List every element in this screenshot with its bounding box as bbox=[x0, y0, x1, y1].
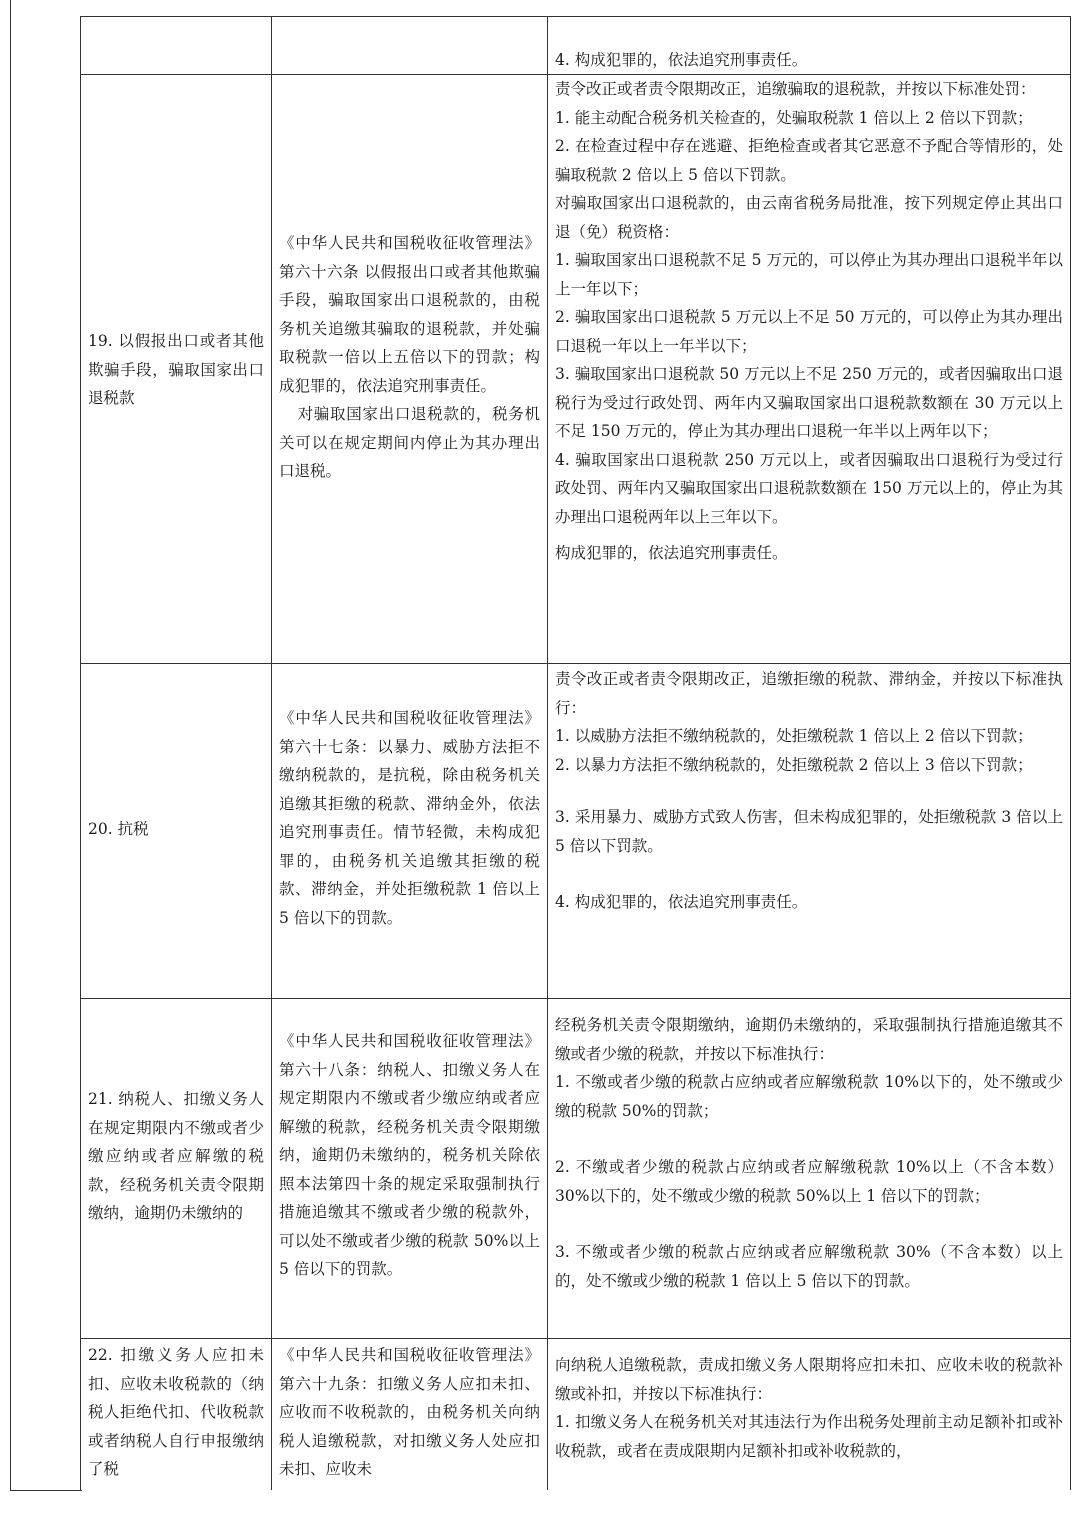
law-text: 《中华人民共和国税收征收管理法》第六十六条 以假报出口或者其他欺骗手段，骗取国家出口退税款的，由税务机关追缴其骗取的退税款，并处骗取税款一倍以上五倍以下的罚款；构成犯罪的，依法追究刑事责任。 bbox=[279, 234, 540, 395]
law-text: 《中华人民共和国税收征收管理法》第六十七条：以暴力、威胁方法拒不缴纳税款的，是抗税，除由税务机关追缴其拒缴的税款、滞纳金外，依法追究刑事责任。情节轻微，未构成犯罪的，由税务机关追缴其拒缴的税款、滞纳金，并处拒缴税款 1 倍以上 5 倍以下的罚款。 bbox=[279, 709, 540, 927]
standard-line: 3. 骗取国家出口退税款 50 万元以上不足 250 万元的，或者因骗取出口退税行为受过行政处罚、两年内又骗取国家出口退税款数额在 30 万元以上不足 150 万元的，停止为其办理出口退税一年半以上两年以下； bbox=[555, 365, 1063, 440]
standard-cell bbox=[547, 1339, 1071, 1490]
standard-line: 经税务机关责令限期缴纳，逾期仍未缴纳的，采取强制执行措施追缴其不缴或者少缴的税款，并按以下标准执行： bbox=[555, 1016, 1063, 1063]
standard-line: 2. 在检查过程中存在逃避、拒绝检查或者其它恶意不予配合等情形的，处骗取税款 2 倍以上 5 倍以下罚款。 bbox=[555, 137, 1063, 184]
standard-line: 构成犯罪的，依法追究刑事责任。 bbox=[555, 544, 788, 562]
standard-line: 1. 以威胁方法拒不缴纳税款的，处拒缴税款 1 倍以上 2 倍以下罚款； bbox=[555, 727, 1033, 745]
standard-line: 对骗取国家出口退税款的，由云南省税务局批准，按下列规定停止其出口退（免）税资格： bbox=[555, 194, 1063, 241]
law-cell bbox=[271, 75, 547, 663]
standard-line: 3. 不缴或者少缴的税款占应纳或者应解缴税款 30%（不含本数）以上的，处不缴或少缴的税款 1 倍以上 5 倍以下的罚款。 bbox=[555, 1243, 1063, 1290]
item-text: 19. 以假报出口或者其他欺骗手段，骗取国家出口退税款 bbox=[88, 332, 264, 407]
law-text: 对骗取国家出口退税款的，税务机关可以在规定期间内停止为其办理出口退税。 bbox=[279, 405, 540, 480]
item-cell bbox=[80, 664, 271, 998]
standard-cell bbox=[547, 999, 1071, 1338]
standard-line: 1. 能主动配合税务机关检查的，处骗取税款 1 倍以上 2 倍以下罚款； bbox=[555, 108, 1033, 127]
table-row bbox=[80, 663, 1071, 998]
law-cell bbox=[271, 1339, 547, 1490]
standard-line: 责令改正或者责令限期改正，追缴拒缴的税款、滞纳金，并按以下标准执行： bbox=[555, 670, 1063, 717]
law-text: 《中华人民共和国税收征收管理法》第六十八条：纳税人、扣缴义务人在规定期限内不缴或者少缴应纳或者应解缴的税款，经税务机关责令限期缴纳，逾期仍未缴纳的，税务机关除依照本法第四十条的规定采取强制执行措施追缴其不缴或者少缴的税款外，可以处不缴或者少缴的税款 50%以上 5 倍以下的罚款。 bbox=[279, 1032, 540, 1278]
standard-cell bbox=[547, 664, 1071, 998]
standard-line: 4. 骗取国家出口退税款 250 万元以上，或者因骗取出口退税行为受过行政处罚、两年内又骗取国家出口退税款数额在 150 万元以上的，停止为其办理出口退税两年以上三年以下。 bbox=[555, 450, 1063, 526]
standard-line: 1. 扣缴义务人在税务机关对其违法行为作出税务处理前主动足额补扣或补收税款，或者在责成限期内足额补扣或补收税款的， bbox=[555, 1413, 1063, 1460]
penalty-standard-table bbox=[80, 16, 1071, 1490]
item-text: 21. 纳税人、扣缴义务人在规定期限内不缴或者少缴应纳或者应解缴的税款，经税务机关责令限期缴纳，逾期仍未缴纳的 bbox=[88, 1090, 264, 1222]
standard-cell bbox=[547, 17, 1071, 74]
table-row bbox=[80, 16, 1071, 74]
standard-line: 责令改正或者责令限期改正，追缴骗取的退税款，并按以下标准处罚： bbox=[555, 80, 1036, 98]
standard-line: 1. 不缴或者少缴的税款占应纳或者应解缴税款 10%以下的，处不缴或少缴的税款 50%的罚款； bbox=[555, 1073, 1063, 1120]
outer-left-border bbox=[10, 0, 11, 1490]
standard-line: 2. 以暴力方法拒不缴纳税款的，处拒缴税款 2 倍以上 3 倍以下罚款； bbox=[555, 755, 1033, 774]
law-text: 《中华人民共和国税收征收管理法》第六十九条：扣缴义务人应扣未扣、应收而不收税款的，由税务机关向纳税人追缴税款，对扣缴义务人处应扣未扣、应收未 bbox=[279, 1346, 540, 1478]
item-cell bbox=[80, 1339, 271, 1490]
table-row bbox=[80, 998, 1071, 1338]
standard-line: 2. 骗取国家出口退税款 5 万元以上不足 50 万元的，可以停止为其办理出口退税一年以上一年半以下； bbox=[555, 308, 1063, 355]
standard-line: 4. 构成犯罪的，依法追究刑事责任。 bbox=[555, 893, 808, 911]
outer-bottom-border bbox=[10, 1490, 82, 1491]
standard-line: 2. 不缴或者少缴的税款占应纳或者应解缴税款 10%以上（不含本数）30%以下的，处不缴或少缴的税款 50%以上 1 倍以下的罚款； bbox=[555, 1158, 1063, 1205]
standard-line: 3. 采用暴力、威胁方式致人伤害，但未构成犯罪的，处拒缴税款 3 倍以上 5 倍以下罚款。 bbox=[555, 808, 1063, 855]
standard-line: 4. 构成犯罪的，依法追究刑事责任。 bbox=[555, 51, 808, 69]
table-row bbox=[80, 74, 1071, 663]
law-cell bbox=[271, 17, 547, 74]
item-cell bbox=[80, 17, 271, 74]
item-text: 20. 抗税 bbox=[88, 820, 149, 838]
standard-line: 1. 骗取国家出口退税款不足 5 万元的，可以停止为其办理出口退税半年以上一年以下； bbox=[555, 251, 1063, 298]
standard-cell bbox=[547, 75, 1071, 663]
item-cell bbox=[80, 999, 271, 1338]
standard-line: 向纳税人追缴税款，责成扣缴义务人限期将应扣未扣、应收未收的税款补缴或补扣，并按以下标准执行： bbox=[555, 1356, 1063, 1403]
law-cell bbox=[271, 999, 547, 1338]
item-cell bbox=[80, 75, 271, 663]
law-cell bbox=[271, 664, 547, 998]
table-row bbox=[80, 1338, 1071, 1490]
item-text: 22. 扣缴义务人应扣未扣、应收未收税款的（纳税人拒绝代扣、代收税款或者纳税人自行申报缴纳了税 bbox=[88, 1346, 264, 1478]
